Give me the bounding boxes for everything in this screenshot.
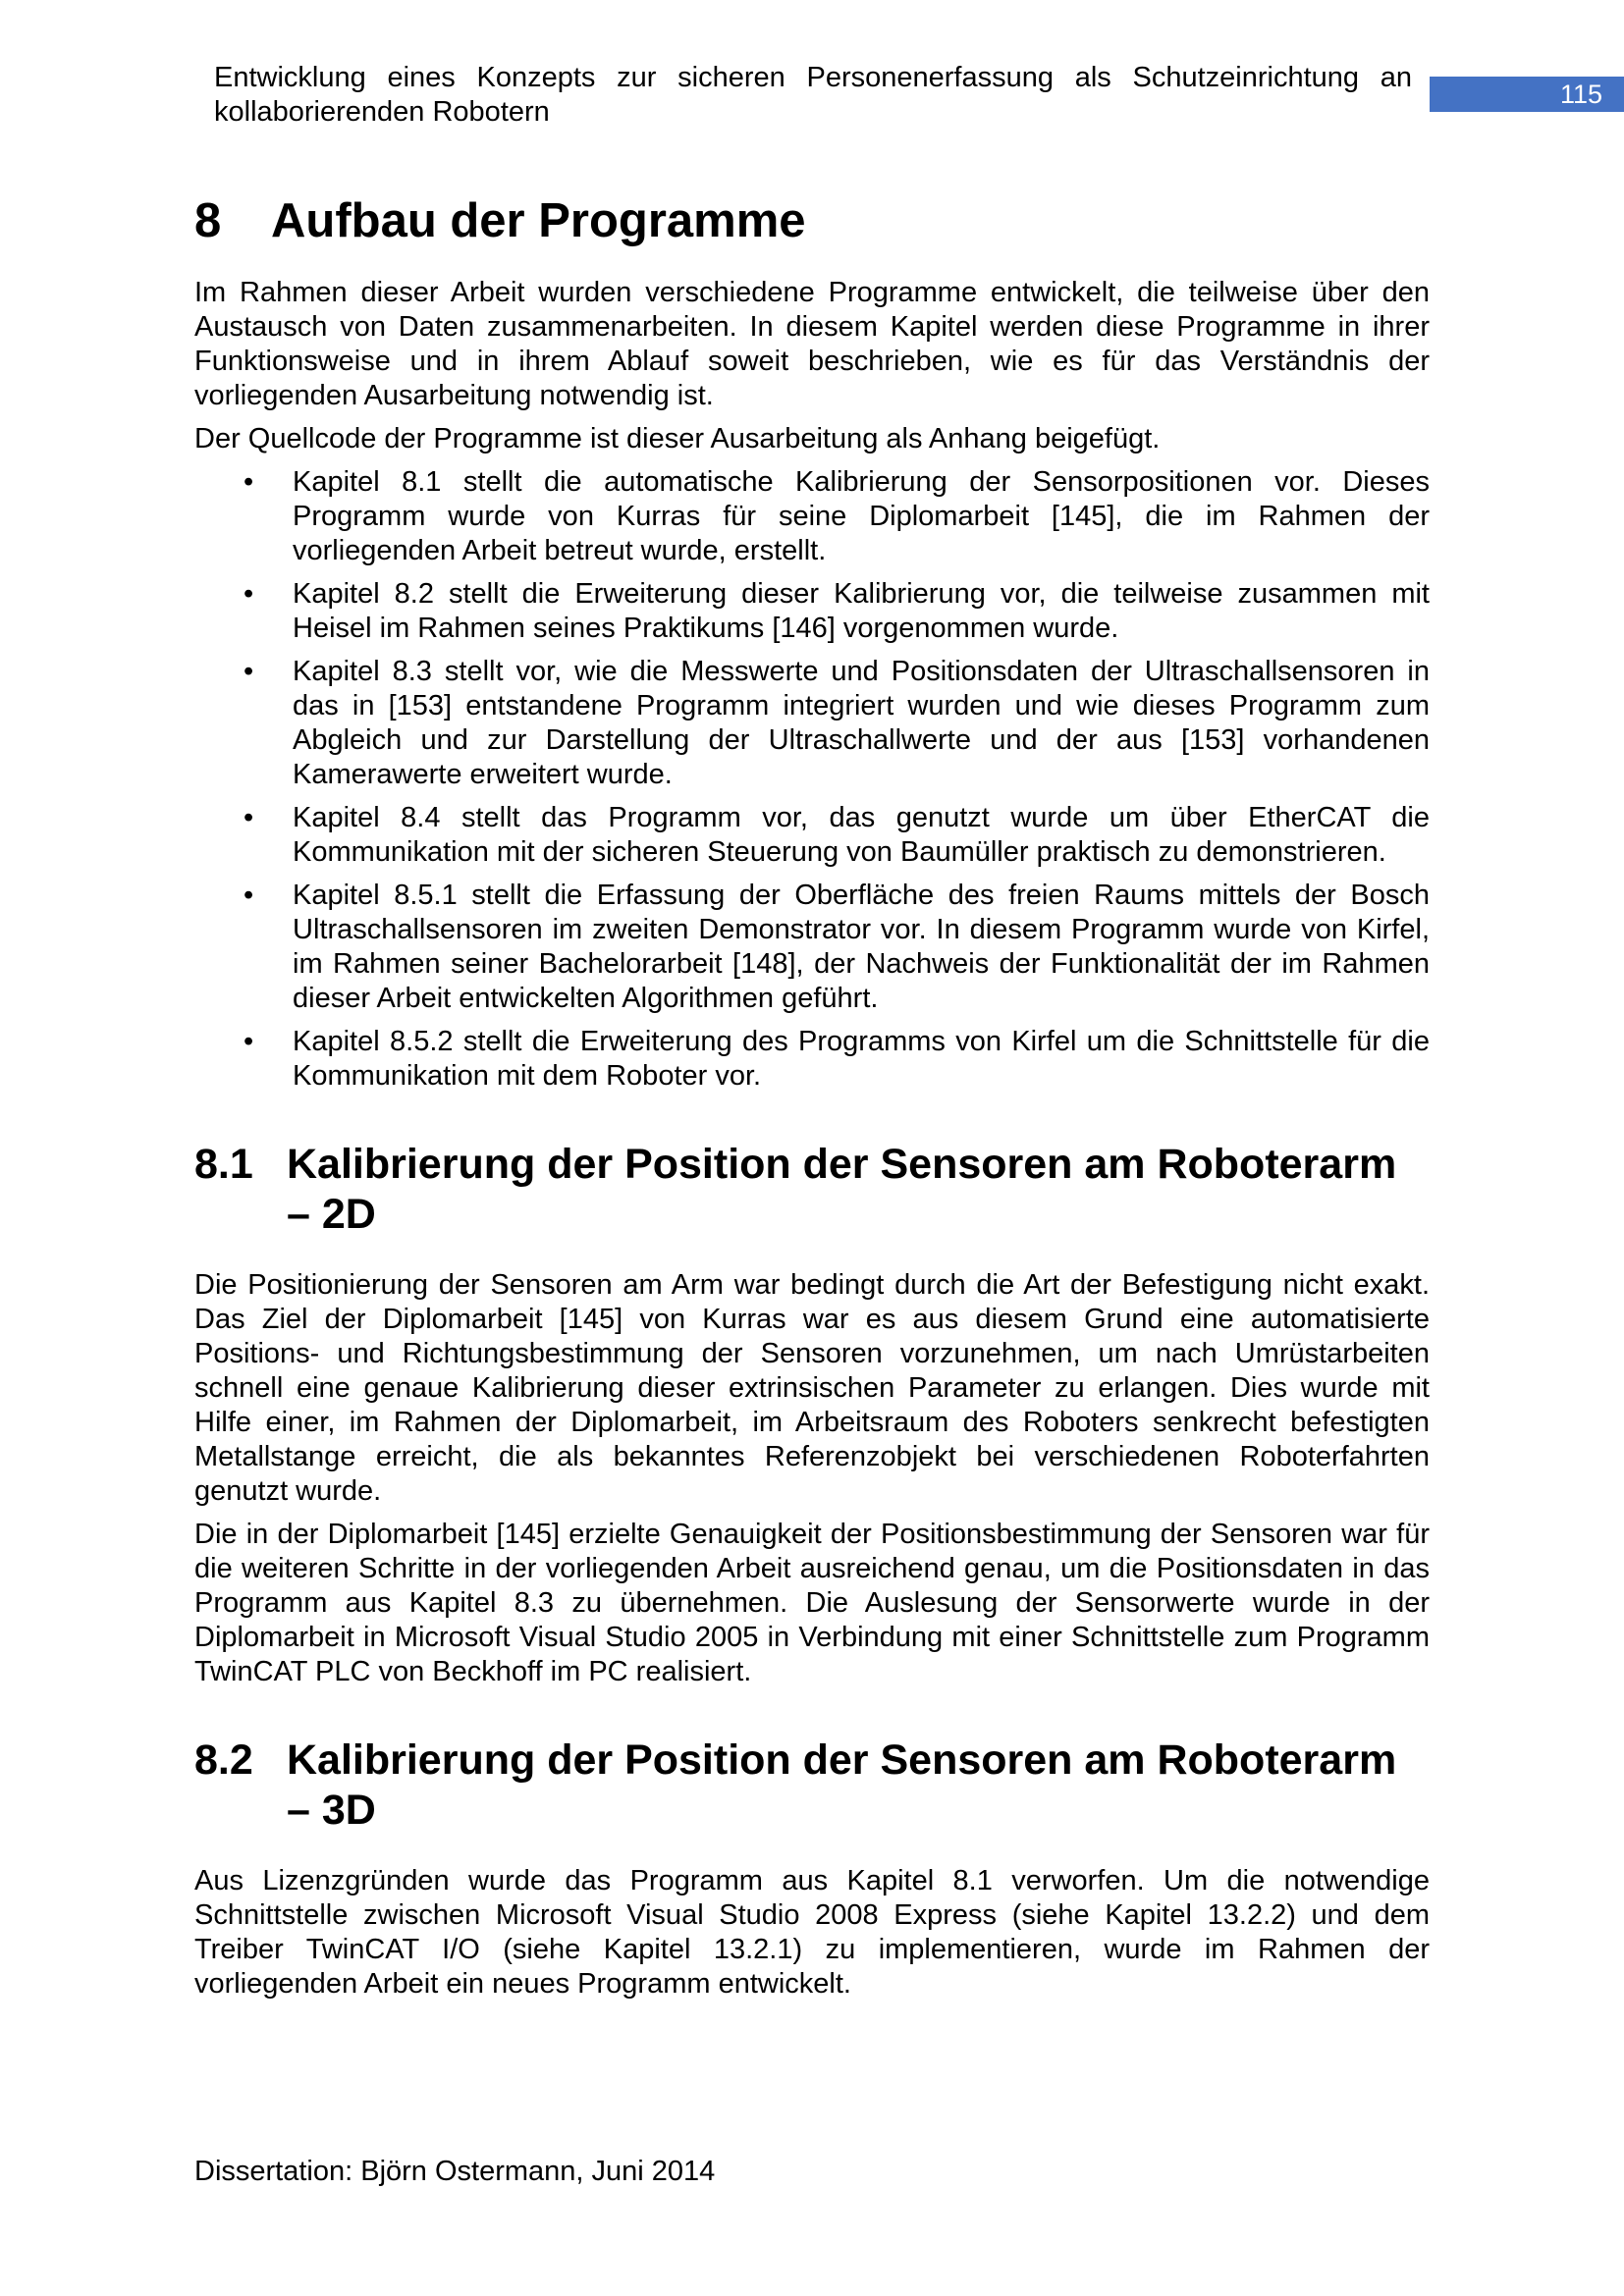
list-item-text: Kapitel 8.5.1 stellt die Erfassung der Oberfläche des freien Raums mittels der Bosch Ultraschallsensoren im zweiten Demonstrator vor. In diesem Programm wurde von Kirfel, im Rahmen seiner Bachelorarbeit [148], der Nachweis der Funktionalität der im Rahmen dieser Arbeit entwickelten Algorithmen geführt. — [293, 880, 1430, 1014]
list-item — [194, 465, 1430, 568]
bullet-icon: • — [244, 466, 254, 498]
section-paragraph: Die Positionierung der Sensoren am Arm war bedingt durch die Art der Befestigung nicht exakt. Das Ziel der Diplomarbeit [145] von Kurras war es aus diesem Grund eine automatisierte Positions- und Richtungsbestimmung der Sensoren vorzunehmen, um nach Umrüstarbeiten schnell eine genaue Kalibrierung dieser extrinsischen Parameter zu erlangen. Dies wurde mit Hilfe einer, im Rahmen der Diplomarbeit, im Arbeitsraum des Roboters senkrecht befestigten Metallstange erreicht, die als bekanntes Referenzobjekt bei verschiedenen Roboterfahrten genutzt wurde. — [194, 1269, 1430, 1507]
bullet-icon: • — [244, 578, 254, 610]
section-title: Kalibrierung der Position der Sensoren am Roboterarm – 2D — [287, 1141, 1397, 1238]
page-number: 115 — [1430, 77, 1624, 112]
section-number: 8.2 — [194, 1736, 253, 1784]
bullet-icon: • — [244, 880, 254, 911]
bullet-icon: • — [244, 656, 254, 687]
list-item-text: Kapitel 8.4 stellt das Programm vor, das genutzt wurde um über EtherCAT die Kommunikation mit der sicheren Steuerung von Baumüller praktisch zu demonstrieren. — [293, 802, 1430, 868]
section-number: 8.1 — [194, 1141, 253, 1188]
list-item-text: Kapitel 8.5.2 stellt die Erweiterung des Programms von Kirfel um die Schnittstelle für die Kommunikation mit dem Roboter vor. — [293, 1026, 1430, 1092]
section-paragraph: Die in der Diplomarbeit [145] erzielte Genauigkeit der Positionsbestimmung der Sensoren war für die weiteren Schritte in der vorliegenden Arbeit ausreichend genau, um die Positionsdaten in das Programm aus Kapitel 8.3 zu übernehmen. Die Auslesung der Sensorwerte wurde in der Diplomarbeit in Microsoft Visual Studio 2005 in Verbindung mit einer Schnittstelle zum Programm TwinCAT PLC von Beckhoff im PC realisiert. — [194, 1519, 1430, 1687]
page-content — [194, 191, 1430, 2010]
list-item — [194, 879, 1430, 1016]
list-item — [194, 801, 1430, 870]
running-header: Entwicklung eines Konzepts zur sicheren Personenerfassung als Schutzeinrichtung an kollaborierenden Robotern — [214, 62, 1412, 128]
section-spacer — [194, 1102, 1430, 1140]
chapter-paragraph: Der Quellcode der Programme ist dieser Ausarbeitung als Anhang beigefügt. — [194, 423, 1161, 454]
list-item-text: Kapitel 8.2 stellt die Erweiterung dieser Kalibrierung vor, die teilweise zusammen mit Heisel im Rahmen seines Praktikums [146] vorgenommen wurde. — [293, 578, 1430, 644]
bullet-icon: • — [244, 1026, 254, 1057]
section-heading-8-2 — [194, 1735, 1430, 1836]
bullet-icon: • — [244, 802, 254, 833]
page-footer: Dissertation: Björn Ostermann, Juni 2014 — [194, 2156, 716, 2187]
section-title: Kalibrierung der Position der Sensoren am Roboterarm – 3D — [287, 1736, 1397, 1834]
chapter-title: Aufbau der Programme — [271, 194, 806, 247]
list-item — [194, 577, 1430, 646]
list-item-text: Kapitel 8.1 stellt die automatische Kalibrierung der Sensorpositionen vor. Dieses Programm wurde von Kurras für seine Diplomarbeit [145], die im Rahmen der vorliegenden Arbeit betreut wurde, erstellt. — [293, 466, 1430, 566]
chapter-paragraph: Im Rahmen dieser Arbeit wurden verschiedene Programme entwickelt, die teilweise über den Austausch von Daten zusammenarbeiten. In diesem Kapitel werden diese Programme in ihrer Funktionsweise und in ihrem Ablauf soweit beschrieben, wie es für das Verständnis der vorliegenden Ausarbeitung notwendig ist. — [194, 277, 1430, 411]
section-paragraph: Aus Lizenzgründen wurde das Programm aus Kapitel 8.1 verworfen. Um die notwendige Schnittstelle zwischen Microsoft Visual Studio 2008 Express (siehe Kapitel 13.2.2) und dem Treiber TwinCAT I/O (siehe Kapitel 13.2.1) zu implementieren, wurde im Rahmen der vorliegenden Arbeit ein neues Programm entwickelt. — [194, 1865, 1430, 2000]
list-item — [194, 655, 1430, 792]
section-heading-8-1 — [194, 1140, 1430, 1240]
list-item — [194, 1025, 1430, 1094]
chapter-overview-list — [194, 465, 1430, 1094]
chapter-number: 8 — [194, 194, 222, 247]
chapter-heading — [194, 191, 1430, 250]
list-item-text: Kapitel 8.3 stellt vor, wie die Messwerte und Positionsdaten der Ultraschallsensoren in das in [153] entstandene Programm integriert wurden und wie dieses Programm zum Abgleich und zur Darstellung der Ultraschallwerte und der aus [153] vorhandenen Kamerawerte erweitert wurde. — [293, 656, 1430, 790]
section-spacer — [194, 1698, 1430, 1735]
